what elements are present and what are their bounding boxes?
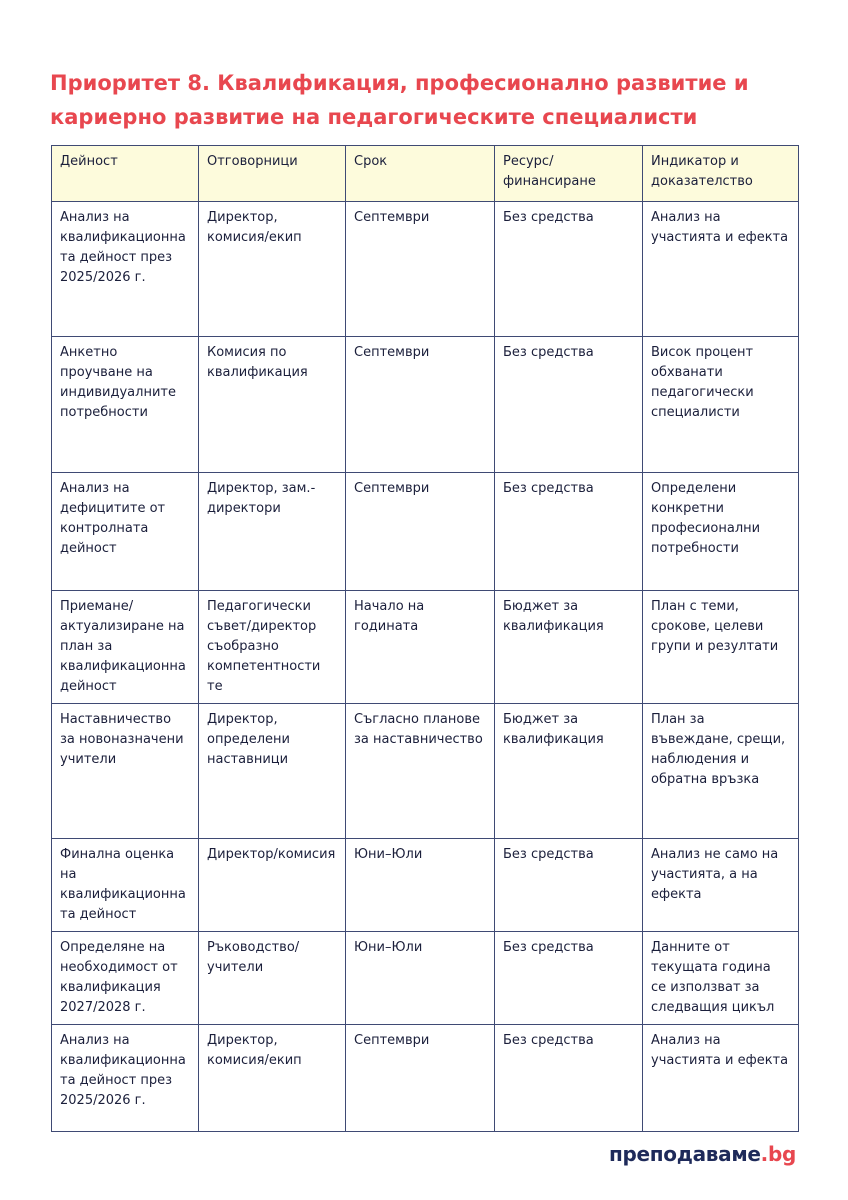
cell-deadline: Септември: [346, 473, 495, 591]
table-row: [52, 932, 799, 1025]
cell-indicator: План за въвеждане, срещи, наблюдения и обратна връзка: [643, 704, 799, 839]
cell-deadline: Начало на годината: [346, 591, 495, 704]
cell-responsible: Комисия по квалификация: [199, 337, 346, 473]
table-row: [52, 704, 799, 839]
cell-activity: Финална оценка на квалификационна та дейност: [52, 839, 199, 932]
table-header-row: [52, 146, 799, 202]
logo-dot: .: [760, 1142, 768, 1166]
header-indicator: Индикатор и доказателство: [643, 146, 799, 202]
cell-deadline: Юни–Юли: [346, 932, 495, 1025]
cell-activity: Анализ на квалификационна та дейност през 2025/2026 г.: [52, 202, 199, 337]
cell-deadline: Съгласно планове за наставничество: [346, 704, 495, 839]
cell-indicator: Висок процент обхванати педагогически специалисти: [643, 337, 799, 473]
cell-activity: Анкетно проучване на индивидуалните потребности: [52, 337, 199, 473]
table-row: [52, 591, 799, 704]
cell-indicator: План с теми, срокове, целеви групи и резултати: [643, 591, 799, 704]
header-responsible: Отговорници: [199, 146, 346, 202]
cell-activity: Приемане/ актуализиране на план за квалификационна дейност: [52, 591, 199, 704]
cell-deadline: Септември: [346, 202, 495, 337]
cell-resource: Бюджет за квалификация: [495, 704, 643, 839]
cell-activity: Определяне на необходимост от квалификация 2027/2028 г.: [52, 932, 199, 1025]
cell-activity: Анализ на дефицитите от контролната дейност: [52, 473, 199, 591]
cell-indicator: Данните от текущата година се използват за следващия цикъл: [643, 932, 799, 1025]
cell-responsible: Директор, комисия/екип: [199, 1025, 346, 1132]
logo-main: преподаваме: [608, 1142, 761, 1166]
cell-resource: Без средства: [495, 839, 643, 932]
logo-tld: bg: [767, 1142, 796, 1166]
page-title: Приоритет 8. Квалификация, професионално развитие и кариерно развитие на педагогическите специалисти: [50, 71, 749, 129]
cell-resource: Бюджет за квалификация: [495, 591, 643, 704]
cell-responsible: Директор, комисия/екип: [199, 202, 346, 337]
table-row: [52, 473, 799, 591]
cell-deadline: Юни–Юли: [346, 839, 495, 932]
priority-table: [51, 145, 799, 1132]
brand-logo: [609, 1142, 796, 1166]
cell-indicator: Определени конкретни професионални потребности: [643, 473, 799, 591]
table-row: [52, 1025, 799, 1132]
cell-resource: Без средства: [495, 337, 643, 473]
cell-deadline: Септември: [346, 1025, 495, 1132]
cell-resource: Без средства: [495, 202, 643, 337]
table-row: [52, 202, 799, 337]
cell-responsible: Ръководство/ учители: [199, 932, 346, 1025]
header-deadline: Срок: [346, 146, 495, 202]
header-activity: Дейност: [52, 146, 199, 202]
cell-indicator: Анализ на участията и ефекта: [643, 202, 799, 337]
cell-resource: Без средства: [495, 932, 643, 1025]
cell-deadline: Септември: [346, 337, 495, 473]
table-row: [52, 337, 799, 473]
cell-activity: Наставничество за новоназначени учители: [52, 704, 199, 839]
cell-indicator: Анализ не само на участията, а на ефекта: [643, 839, 799, 932]
cell-resource: Без средства: [495, 1025, 643, 1132]
cell-activity: Анализ на квалификационна та дейност през 2025/2026 г.: [52, 1025, 199, 1132]
cell-indicator: Анализ на участията и ефекта: [643, 1025, 799, 1132]
cell-responsible: Директор, определени наставници: [199, 704, 346, 839]
cell-resource: Без средства: [495, 473, 643, 591]
cell-responsible: Директор, зам.- директори: [199, 473, 346, 591]
table-row: [52, 839, 799, 932]
cell-responsible: Директор/комисия: [199, 839, 346, 932]
header-resource: Ресурс/ финансиране: [495, 146, 643, 202]
cell-responsible: Педагогически съвет/директор съобразно компетентности те: [199, 591, 346, 704]
